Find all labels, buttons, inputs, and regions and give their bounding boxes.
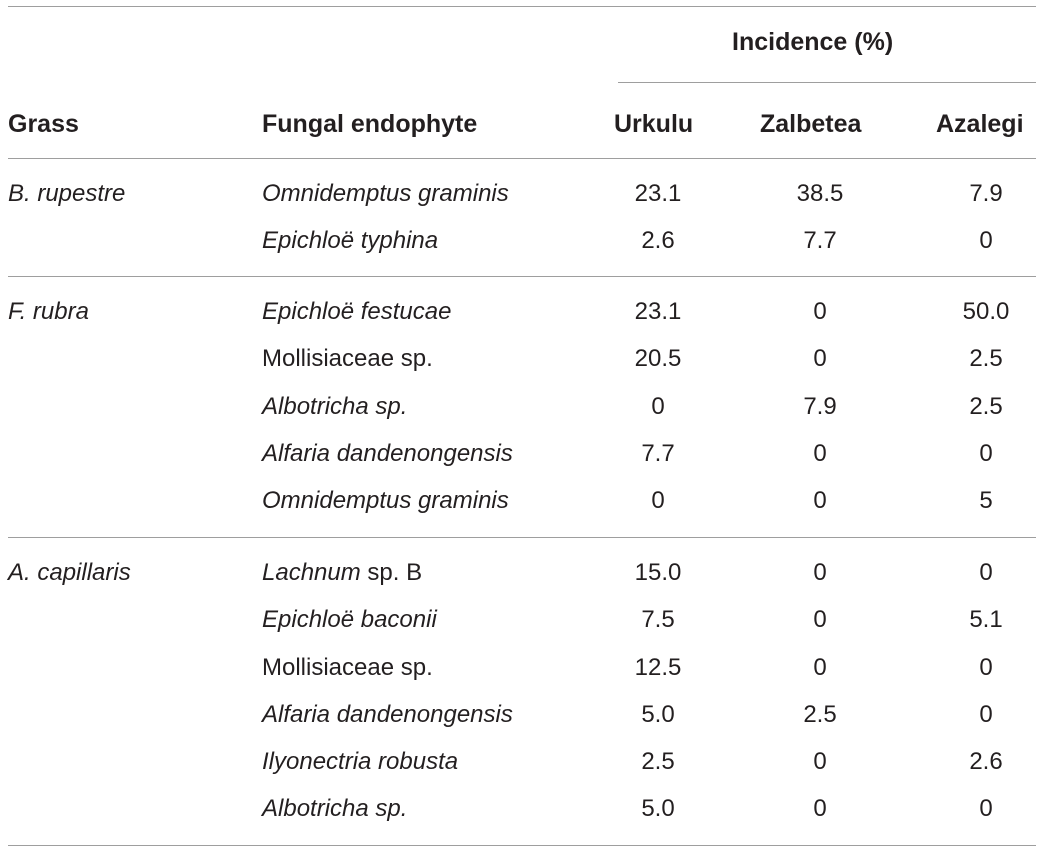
zalbetea-value: 0 [813, 487, 827, 514]
top-rule [8, 6, 1036, 7]
zalbetea-value: 0 [813, 345, 827, 372]
urkulu-value: 7.5 [641, 606, 675, 633]
group-divider-1 [8, 276, 1036, 277]
grass-label: B. rupestre [8, 180, 126, 207]
azalegi-value: 7.9 [969, 180, 1003, 207]
endophyte-name: Omnidemptus graminis [262, 180, 509, 207]
urkulu-value: 0 [651, 393, 665, 420]
azalegi-column-header: Azalegi [936, 110, 1024, 138]
urkulu-value: 7.7 [641, 440, 675, 467]
endophyte-name: Ilyonectria robusta [262, 748, 459, 775]
endophyte-name: Albotricha sp. [262, 393, 408, 420]
incidence-underline [618, 82, 1036, 83]
zalbetea-value: 0 [813, 559, 827, 586]
zalbetea-value: 38.5 [796, 180, 844, 207]
azalegi-value: 50.0 [962, 298, 1010, 325]
endophyte-name: Epichloë festucae [262, 298, 452, 325]
endophyte-name: Alfaria dandenongensis [262, 701, 513, 728]
azalegi-value: 2.6 [969, 748, 1003, 775]
endophyte-name: Mollisiaceae sp. [262, 654, 433, 681]
zalbetea-value: 2.5 [803, 701, 837, 728]
grass-label: A. capillaris [8, 559, 131, 586]
urkulu-column-header: Urkulu [614, 110, 694, 138]
azalegi-value: 0 [979, 227, 993, 254]
zalbetea-column-header: Zalbetea [760, 110, 862, 138]
endophyte-column-header: Fungal endophyte [262, 110, 478, 138]
azalegi-value: 0 [979, 559, 993, 586]
incidence-header: Incidence (%) [732, 28, 894, 56]
group-divider-2 [8, 537, 1036, 538]
header-bottom-rule [8, 158, 1036, 159]
endophyte-genus: Lachnum [262, 559, 361, 586]
endophyte-name: Omnidemptus graminis [262, 487, 509, 514]
azalegi-value: 0 [979, 795, 993, 822]
azalegi-value: 2.5 [969, 393, 1003, 420]
endophyte-name: Epichloë baconii [262, 606, 437, 633]
azalegi-value: 0 [979, 440, 993, 467]
endophyte-name: Epichloë typhina [262, 227, 439, 254]
azalegi-value: 0 [979, 654, 993, 681]
grass-label: F. rubra [8, 298, 89, 325]
azalegi-value: 0 [979, 701, 993, 728]
zalbetea-value: 0 [813, 440, 827, 467]
bottom-rule [8, 845, 1036, 846]
urkulu-value: 0 [651, 487, 665, 514]
urkulu-value: 20.5 [634, 345, 682, 372]
zalbetea-value: 0 [813, 298, 827, 325]
endophyte-name: Albotricha sp. [262, 795, 408, 822]
zalbetea-value: 0 [813, 654, 827, 681]
zalbetea-value: 7.7 [803, 227, 837, 254]
azalegi-value: 5 [979, 487, 993, 514]
urkulu-value: 23.1 [634, 180, 682, 207]
azalegi-value: 2.5 [969, 345, 1003, 372]
urkulu-value: 5.0 [641, 795, 675, 822]
endophyte-name: Mollisiaceae sp. [262, 345, 433, 372]
urkulu-value: 23.1 [634, 298, 682, 325]
urkulu-value: 15.0 [634, 559, 682, 586]
urkulu-value: 2.6 [641, 227, 675, 254]
zalbetea-value: 0 [813, 795, 827, 822]
urkulu-value: 12.5 [634, 654, 682, 681]
endophyte-suffix: sp. B [360, 559, 423, 586]
endophyte-name [262, 558, 422, 588]
urkulu-value: 2.5 [641, 748, 675, 775]
zalbetea-value: 7.9 [803, 393, 837, 420]
azalegi-value: 5.1 [969, 606, 1003, 633]
urkulu-value: 5.0 [641, 701, 675, 728]
grass-column-header: Grass [8, 110, 79, 138]
zalbetea-value: 0 [813, 748, 827, 775]
zalbetea-value: 0 [813, 606, 827, 633]
endophyte-name: Alfaria dandenongensis [262, 440, 513, 467]
